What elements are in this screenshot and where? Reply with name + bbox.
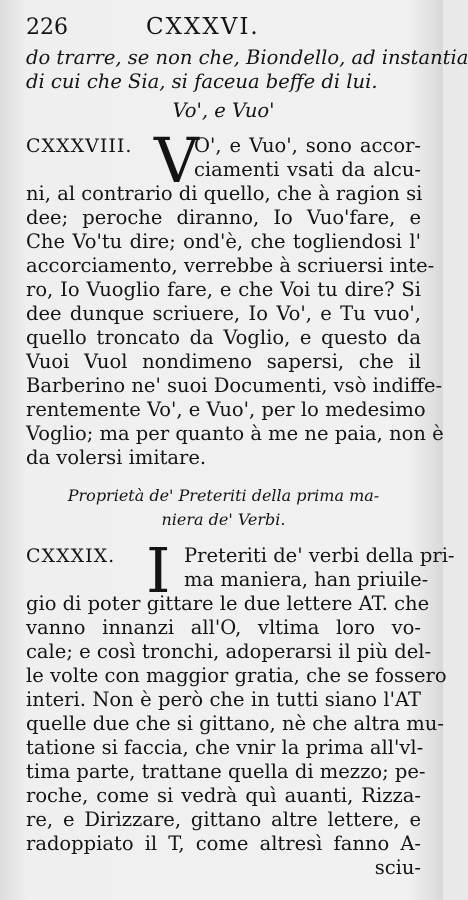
text-line: re, e Dirizzare, gittano altre lettere, e: [26, 808, 421, 831]
text-line: O', e Vuo', sono accor-: [194, 134, 421, 157]
text-line: roche, come si vedrà quì auanti, Rizza-: [26, 784, 421, 807]
text-line: interi. Non è però che in tutti siano l'AT: [26, 688, 421, 711]
text-line: quello troncato da Voglio, e questo da: [26, 326, 421, 349]
text-line: ciamenti vsati da alcu-: [194, 158, 421, 181]
text-line: da volersi imitare.: [26, 446, 207, 469]
drop-cap: V: [154, 124, 199, 197]
text-line: ma maniera, han priuile-: [184, 568, 429, 591]
text-line: Barberino ne' suoi Documenti, vsò indiffe-: [26, 374, 443, 397]
page-number: 226: [26, 15, 68, 40]
running-head: CXXXVI.: [146, 14, 260, 40]
drop-cap: I: [146, 534, 171, 607]
page-header: [26, 8, 421, 46]
section-138: [26, 124, 444, 470]
section-label: CXXXVIII.: [26, 135, 133, 157]
section-title: Proprietà de' Preteriti della prima ma-: [67, 486, 380, 505]
text-line: ni, al contrario di quello, che à ragion si: [26, 182, 423, 205]
text-line: dee; peroche diranno, Io Vuo'fare, e: [26, 206, 421, 229]
text-line: cale; e così tronchi, adoperarsi il più del-: [26, 640, 432, 663]
text-line: quelle due che si gittano, nè che altra mu-: [26, 712, 444, 735]
text-line: tatione si faccia, che vnir la prima all'vl-: [26, 736, 424, 759]
section-139: [26, 534, 455, 880]
section-label: CXXXIX.: [26, 545, 116, 567]
text-line: Che Vo'tu dire; ond'è, che togliendosi l': [26, 230, 421, 253]
text-line: Preteriti de' verbi della pri-: [184, 544, 455, 567]
page-text: [26, 8, 468, 880]
top-line: di cui che Sia, si faceua beffe di lui.: [26, 70, 378, 93]
subheading: Vo', e Vuo': [172, 99, 275, 122]
text-line: ro, Io Vuoglio fare, e che Voi tu dire? Si: [26, 278, 421, 301]
text-line: tima parte, trattane quella di mezzo; pe-: [26, 760, 426, 783]
text-line: le volte con maggior gratia, che se fossero: [26, 664, 447, 687]
text-line: vanno innanzi all'O, vltima loro vo-: [26, 616, 421, 639]
text-line: Voglio; ma per quanto à me ne paia, non è: [26, 422, 444, 445]
text-line: accorciamento, verrebbe à scriuersi inte-: [26, 254, 435, 277]
top-line: do trarre, se non che, Biondello, ad instantia: [26, 46, 468, 69]
catchword: sciu-: [374, 856, 421, 879]
text-line: Vuoi Vuol nondimeno sapersi, che il: [26, 350, 421, 373]
text-line: radoppiato il T, come altresì fanno A-: [26, 832, 421, 855]
text-line: dee dunque scriuere, Io Vo', e Tu vuo',: [26, 302, 421, 325]
section-title: niera de' Verbi.: [161, 510, 286, 529]
text-line: rentemente Vo', e Vuo', per lo medesimo: [26, 398, 426, 421]
text-line: gio di poter gittare le due lettere AT. che: [26, 592, 430, 615]
